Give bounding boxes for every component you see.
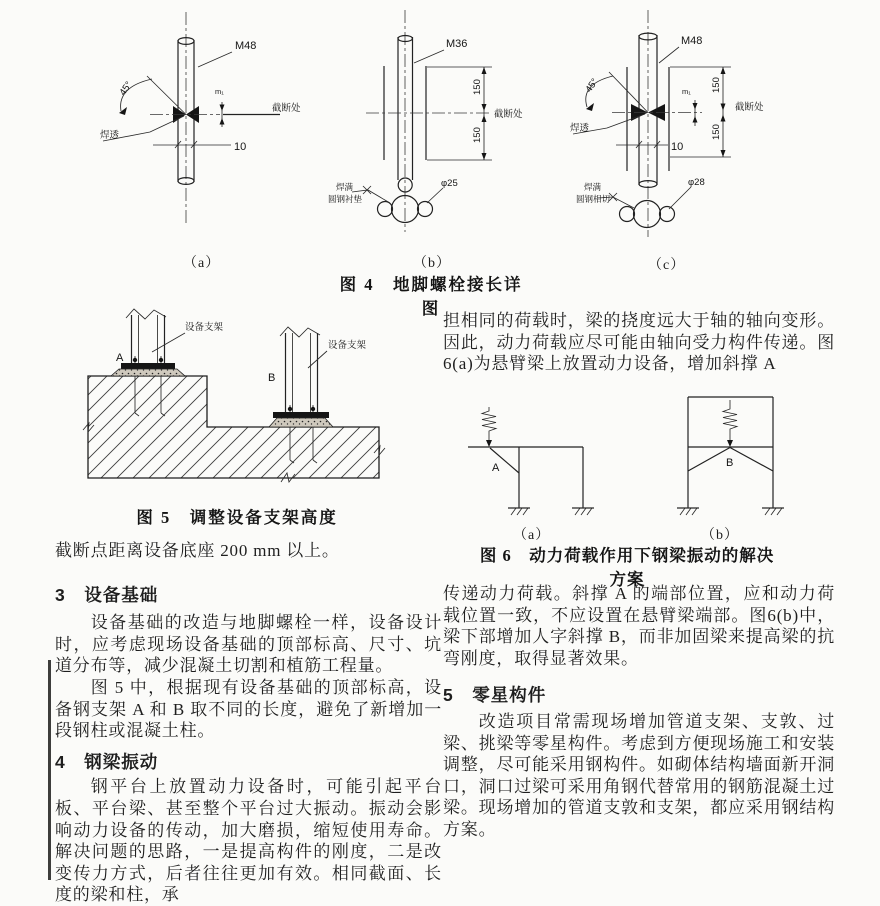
angle-label: 45° [583,76,601,95]
bolt-diagram-c [570,10,764,237]
mark-b: B [268,372,276,384]
weld-label: 焊透 [570,123,590,134]
mark-a: A [116,352,124,364]
paragraph-continued-2: 传递动力荷载。斜撑 A 的端部位置，应和动力荷载位置一致，不应设置在悬臂梁端部。图6(b)中，梁下部增加人字斜撑 B，而非加固梁来提高梁的抗弯刚度，取得显著效果。 [443,584,835,668]
bolt-diagram-b [328,10,523,232]
concrete-foundation [83,376,385,482]
support-labels [152,321,367,368]
figure6-vibration-drawing [440,388,840,523]
section3-paragraph-2: 图 5 中，根据现有设备基础的顶部标高，设备钢支架 A 和 B 取不同的长度，避免了新增加一段钢柱或混凝土柱。 [55,677,442,741]
left-text-column [55,540,442,906]
fig4-caption: 图 4 地脚螺栓接长详图 [339,275,523,318]
dim-10-label: 10 [671,141,684,153]
fig6-caption: 图 6 动力荷载作用下钢梁振动的解决方案 [479,546,775,589]
weld-full-label: 焊满 [336,182,354,192]
right-text-column-bottom [443,583,835,841]
fig4-sub-label-c: （c） [648,258,686,273]
gap-label: m₁ [215,87,224,96]
support-label-right: 设备支架 [328,340,367,351]
dim-150-bottom: 150 [472,127,483,143]
frame-a [468,407,594,515]
section3-paragraph-1: 设备基础的改造与地脚螺栓一样，设备设计时，应考虑现场设备基础的顶部标高、尺寸、坑道分布等，减少混凝土切割和植筋工程量。 [55,613,442,676]
thread-label: M36 [446,38,468,50]
section4-heading: 4 钢梁振动 [55,751,159,772]
fig6-sub-label-a: （a） [513,528,551,543]
section5-heading: 5 零星构件 [443,685,547,706]
ground-support [508,508,594,515]
fig4-sub-label-b: （b） [413,256,451,271]
fig5-caption: 图 5 调整设备支架高度 [136,508,338,527]
diameter-label: φ25 [441,178,458,189]
dim-150-bottom: 150 [711,124,722,140]
right-text-column-top [443,310,835,375]
brace-b-label: B [726,457,734,469]
section3-heading: 3 设备基础 [55,584,159,605]
section5-paragraph-1: 改造项目常需现场增加管道支架、支敦、过梁、挑梁等零星构件。考虑到方便现场施工和安装调整，尽可能采用钢构件。如砌体结构墙面新开洞口，洞口过梁可采用角钢代替常用的钢筋混凝土过梁。现场增加的管道支敦和支架，都应采用钢结构方案。 [443,711,835,839]
gap-label: m₁ [682,87,691,96]
diameter-label: φ28 [688,177,705,188]
angle-label: 45° [117,79,135,98]
support-label-left: 设备支架 [185,322,224,333]
brace-a-label: A [492,462,500,474]
weld-full-label: 焊满 [584,182,602,192]
thread-label: M48 [681,35,703,47]
ground-support [677,508,784,515]
fig6-sub-label-b: （b） [701,528,739,543]
cut-label: 截断处 [272,103,301,114]
bolt-diagram-a [100,12,301,226]
figure4-anchor-bolt-details [0,0,880,252]
backing-label: 圆钢相切 [576,194,611,204]
paragraph-cutoff-distance: 截断点距离设备底座 200 mm 以上。 [55,541,340,560]
thread-label: M48 [235,40,257,52]
dim-150-top: 150 [472,79,483,95]
cut-label: 截断处 [494,109,523,120]
backing-label: 圆钢衬垫 [328,194,363,204]
dim-150-top: 150 [711,77,722,93]
frame-b [677,397,784,515]
cut-label: 截断处 [735,102,764,113]
paragraph-continued: 担相同的荷载时，梁的挠度远大于轴的轴向变形。因此，动力荷载应尽可能由轴向受力构件传递。图6(a)为悬臂梁上放置动力设备，增加斜撑 A [443,311,835,374]
scan-gutter-line [48,660,51,880]
figure5-support-height-drawing [55,300,435,520]
section4-paragraph-1: 钢平台上放置动力设备时，可能引起平台板、平台梁、甚至整个平台过大振动。振动会影响动力设备的传动，加大磨损，缩短使用寿命。解决问题的思路，一是提高构件的刚度，二是改变传力方式，后者往往更加有效。相同截面、长度的梁和柱，承 [55,777,442,905]
dim-10-label: 10 [234,141,247,153]
fig4-sub-label-a: （a） [183,256,221,271]
weld-label: 焊透 [100,130,120,141]
